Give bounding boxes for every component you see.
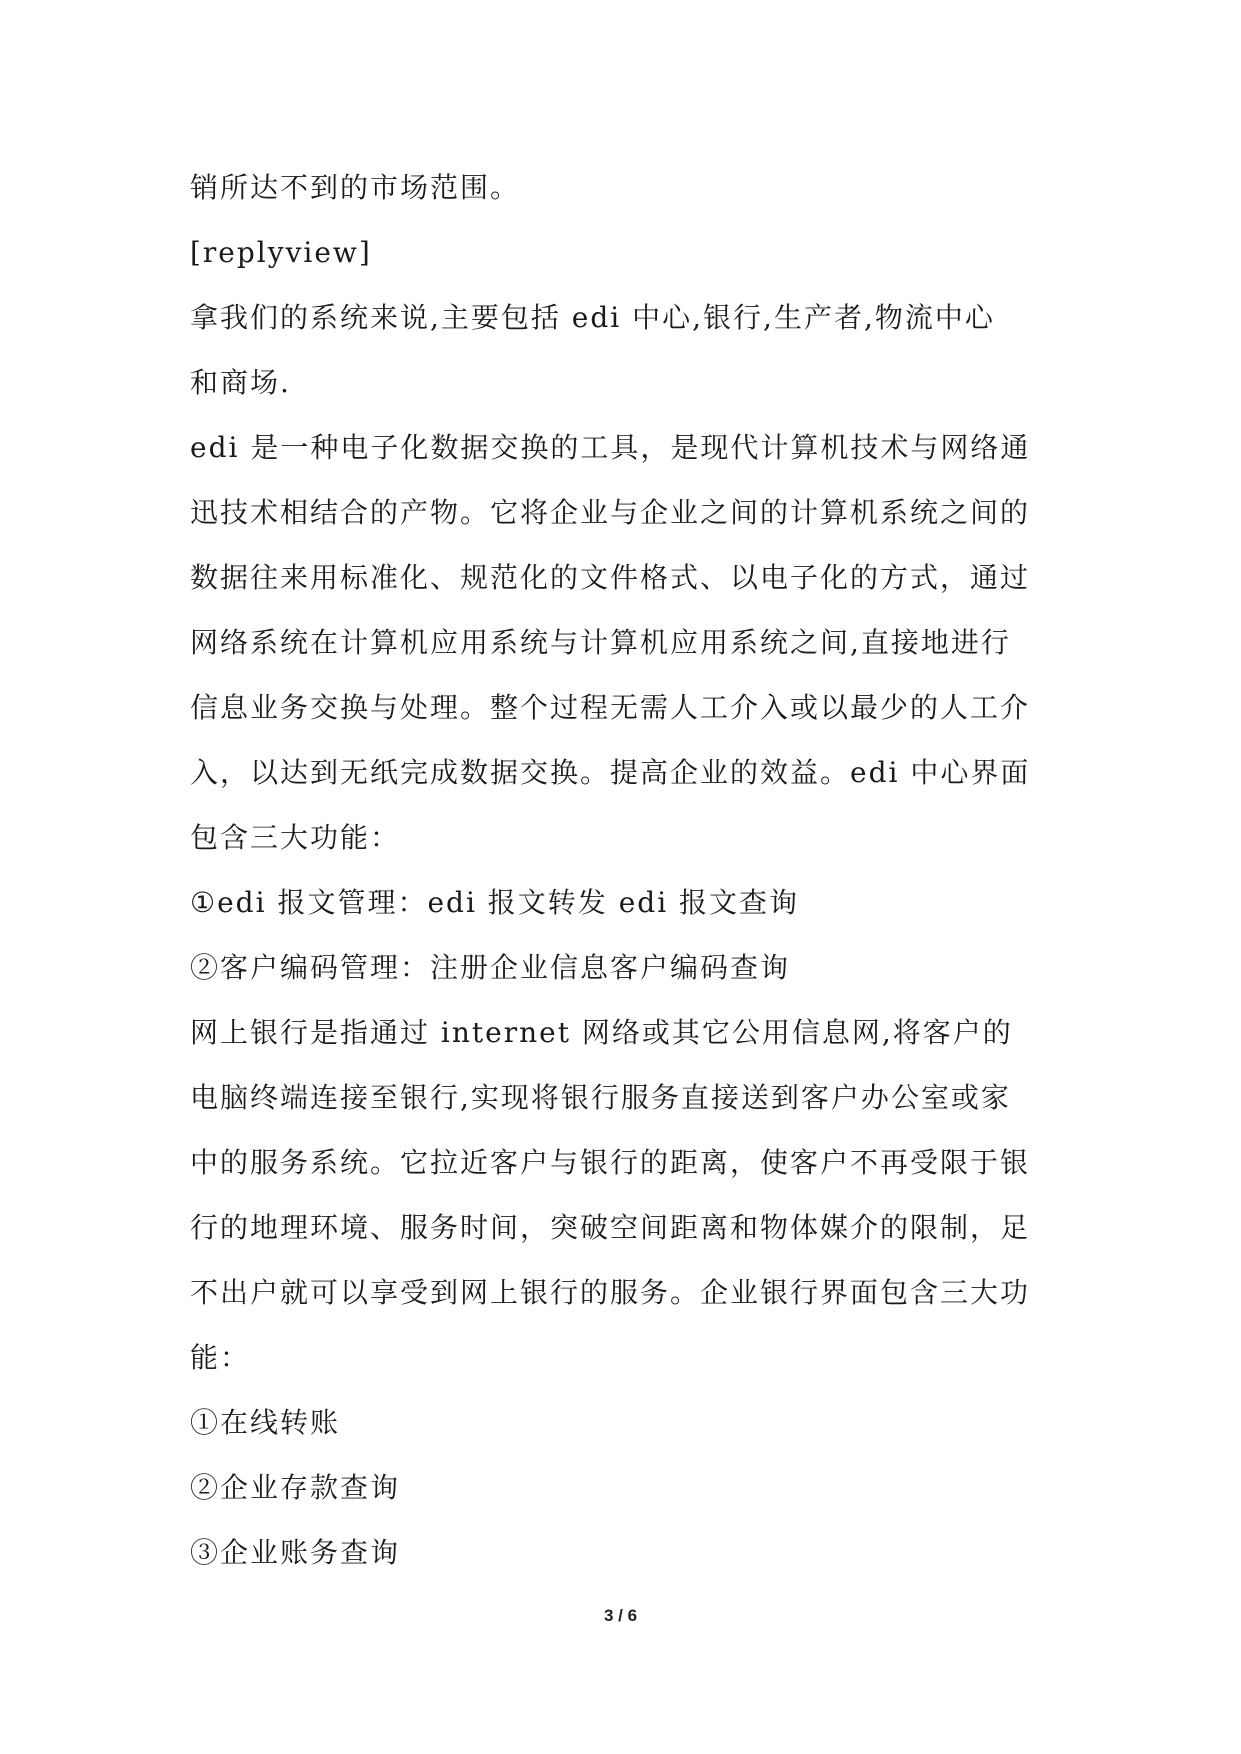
text-line: 迅技术相结合的产物。它将企业与企业之间的计算机系统之间的 xyxy=(190,496,1031,529)
list-item: ②客户编码管理：注册企业信息客户编码查询 xyxy=(190,951,791,984)
text-line: 拿我们的系统来说,主要包括 edi 中心,银行,生产者,物流中心 xyxy=(190,301,995,334)
text-line: [replyview] xyxy=(190,236,372,269)
page-body xyxy=(190,155,1060,1585)
text-line: 不出户就可以享受到网上银行的服务。企业银行界面包含三大功 xyxy=(190,1276,1031,1309)
text-line: 网络系统在计算机应用系统与计算机应用系统之间,直接地进行 xyxy=(190,626,1011,659)
text-line: 信息业务交换与处理。整个过程无需人工介入或以最少的人工介 xyxy=(190,691,1031,724)
list-item: ③企业账务查询 xyxy=(190,1536,401,1569)
text-line: edi 是一种电子化数据交换的工具，是现代计算机技术与网络通 xyxy=(190,431,1031,464)
list-item: ①在线转账 xyxy=(190,1406,341,1439)
text-line: 和商场. xyxy=(190,366,291,399)
text-line: 入，以达到无纸完成数据交换。提高企业的效益。edi 中心界面 xyxy=(190,756,1031,789)
text-line: 数据往来用标准化、规范化的文件格式、以电子化的方式，通过 xyxy=(190,561,1031,594)
text-line: 能： xyxy=(190,1341,251,1374)
text-line: 包含三大功能： xyxy=(190,821,401,854)
list-item: ②企业存款查询 xyxy=(190,1471,401,1504)
text-line: 销所达不到的市场范围。 xyxy=(190,171,521,204)
list-item: ①edi 报文管理：edi 报文转发 edi 报文查询 xyxy=(190,886,800,919)
text-line: 网上银行是指通过 internet 网络或其它公用信息网,将客户的 xyxy=(190,1016,1013,1049)
page-number: 3 / 6 xyxy=(603,1606,638,1625)
text-line: 电脑终端连接至银行,实现将银行服务直接送到客户办公室或家 xyxy=(190,1081,1011,1114)
text-line: 行的地理环境、服务时间，突破空间距离和物体媒介的限制，足 xyxy=(190,1211,1031,1244)
text-line: 中的服务系统。它拉近客户与银行的距离，使客户不再受限于银 xyxy=(190,1146,1031,1179)
